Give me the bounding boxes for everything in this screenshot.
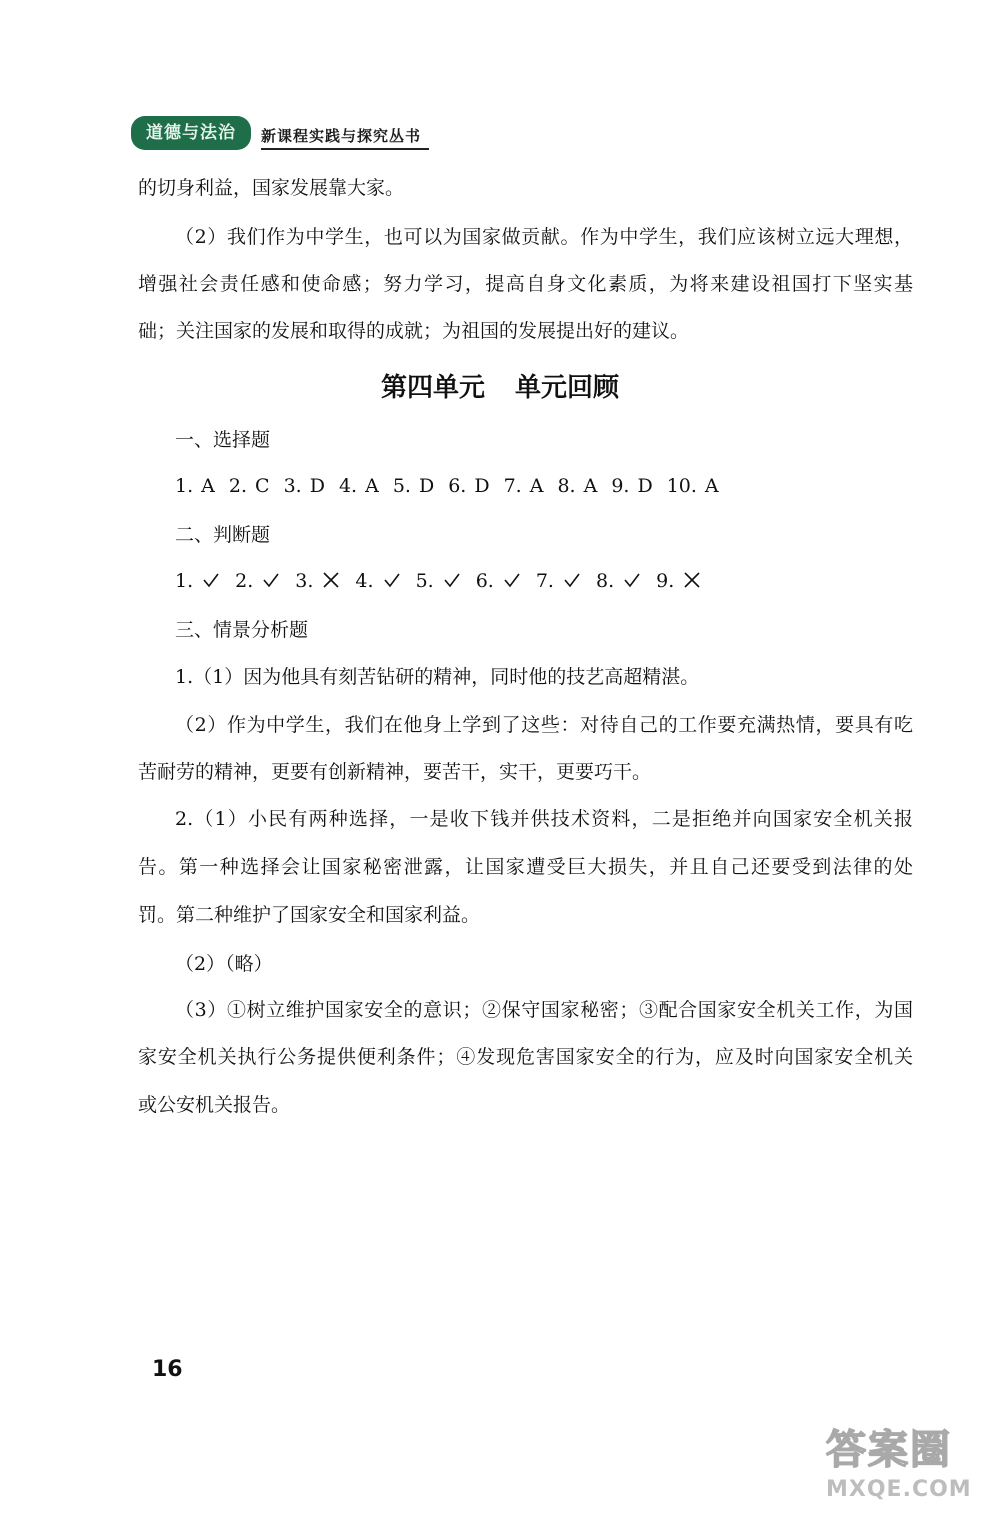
answer-line: （2）作为中学生，我们在他身上学到了这些：对待自己的工作要充满热情，要具有吃 (175, 714, 913, 736)
judgement-answers (175, 569, 716, 593)
check-icon (502, 570, 522, 590)
question-number: 1. (175, 475, 194, 497)
question-number: 5. (392, 475, 411, 497)
unit-title-part1: 第四单元 (380, 373, 485, 403)
question-number: 9. (656, 570, 675, 592)
choice-letter: C (255, 475, 270, 497)
check-icon (442, 570, 462, 590)
choice-letter: A (704, 475, 719, 497)
judgement-answer-item (175, 569, 221, 593)
watermark-url: MXQE.COM (826, 1477, 972, 1502)
question-number: 2. (228, 475, 248, 497)
choice-answer-item (229, 474, 270, 498)
judgement-answer-item (355, 569, 401, 593)
choice-answer-item (557, 474, 597, 498)
choice-letter: A (583, 475, 598, 497)
watermark (826, 1418, 996, 1518)
choice-answer-item (175, 474, 215, 498)
question-number: 1. (175, 570, 194, 592)
choice-answer-item (667, 474, 719, 498)
question-number: 3. (283, 475, 302, 497)
paragraph-line: （2）我们作为中学生，也可以为国家做贡献。作为中学生，我们应该树立远大理想， (175, 226, 913, 248)
question-number: 4. (338, 475, 358, 497)
answer-line: 苦耐劳的精神，更要有创新精神，要苦干，实干，更要巧干。 (138, 761, 652, 783)
question-number: 2. (235, 570, 254, 592)
question-number: 10. (666, 475, 697, 497)
choice-answer-item (611, 474, 652, 498)
unit-title-part2: 单元回顾 (515, 373, 620, 403)
answer-line: 1.（1）因为他具有刻苦钻研的精神，同时他的技艺高超精湛。 (175, 666, 700, 688)
question-number: 7. (535, 570, 554, 592)
choice-letter: A (201, 475, 215, 497)
question-number: 5. (415, 570, 434, 592)
choice-answer-item (448, 474, 489, 498)
choice-letter: D (418, 475, 435, 497)
page-number: 16 (152, 1357, 183, 1382)
series-title: 新课程实践与探究丛书 (261, 125, 429, 150)
subject-badge: 道德与法治 (131, 116, 251, 150)
answer-line: 或公安机关报告。 (138, 1094, 291, 1116)
continuation-line: 的切身利益，国家发展靠大家。 (138, 177, 405, 199)
unit-title (0, 367, 1000, 404)
question-number: 6. (448, 475, 467, 497)
judgement-answer-item (235, 569, 281, 593)
judgement-answer-item (416, 569, 462, 593)
running-header (131, 116, 429, 150)
judgement-answer-item (596, 569, 642, 593)
choice-answer-item (339, 474, 379, 498)
question-number: 6. (475, 570, 494, 592)
judgement-answer-item (536, 569, 582, 593)
judgement-answer-item (295, 569, 341, 593)
choice-letter: D (474, 475, 490, 497)
question-number: 7. (503, 475, 522, 497)
question-number: 4. (355, 570, 374, 592)
choice-answer-item (284, 474, 325, 498)
answer-line: （3）①树立维护国家安全的意识；②保守国家秘密；③配合国家安全机关工作，为国 (175, 999, 913, 1021)
paragraph-line: 增强社会责任感和使命感；努力学习，提高自身文化素质，为将来建设祖国打下坚实基 (138, 273, 913, 295)
answer-line: （2）（略） (175, 953, 273, 975)
question-number: 9. (611, 475, 630, 497)
paragraph-line: 础；关注国家的发展和取得的成就；为祖国的发展提出好的建议。 (138, 320, 690, 342)
cross-icon (682, 570, 702, 590)
check-icon (562, 570, 582, 590)
section-heading-scenario: 三、情景分析题 (175, 619, 309, 641)
question-number: 8. (595, 570, 615, 592)
question-number: 8. (557, 475, 576, 497)
choice-answer-item (504, 474, 544, 498)
check-icon (201, 570, 221, 590)
choice-answers (175, 474, 733, 498)
choice-letter: A (529, 475, 544, 497)
choice-letter: A (365, 475, 379, 497)
choice-letter: D (309, 475, 325, 497)
judgement-answer-item (656, 569, 702, 593)
answer-line: 2.（1）小民有两种选择，一是收下钱并供技术资料，二是拒绝并向国家安全机关报 (175, 808, 913, 830)
question-number: 3. (295, 570, 314, 592)
watermark-logo: 答案圈 (826, 1427, 952, 1473)
answer-line: 家安全机关执行公务提供便利条件；④发现危害国家安全的行为，应及时向国家安全机关 (138, 1046, 913, 1068)
answer-line: 告。第一种选择会让国家秘密泄露，让国家遭受巨大损失，并且自己还要受到法律的处 (138, 856, 913, 878)
check-icon (622, 570, 642, 590)
judgement-answer-item (476, 569, 522, 593)
section-heading-judgement: 二、判断题 (175, 524, 271, 546)
cross-icon (321, 570, 341, 590)
check-icon (382, 570, 402, 590)
choice-answer-item (393, 474, 434, 498)
section-heading-choice: 一、选择题 (175, 429, 271, 451)
check-icon (261, 570, 281, 590)
choice-letter: D (637, 475, 653, 497)
answer-line: 罚。第二种维护了国家安全和国家利益。 (138, 904, 481, 926)
